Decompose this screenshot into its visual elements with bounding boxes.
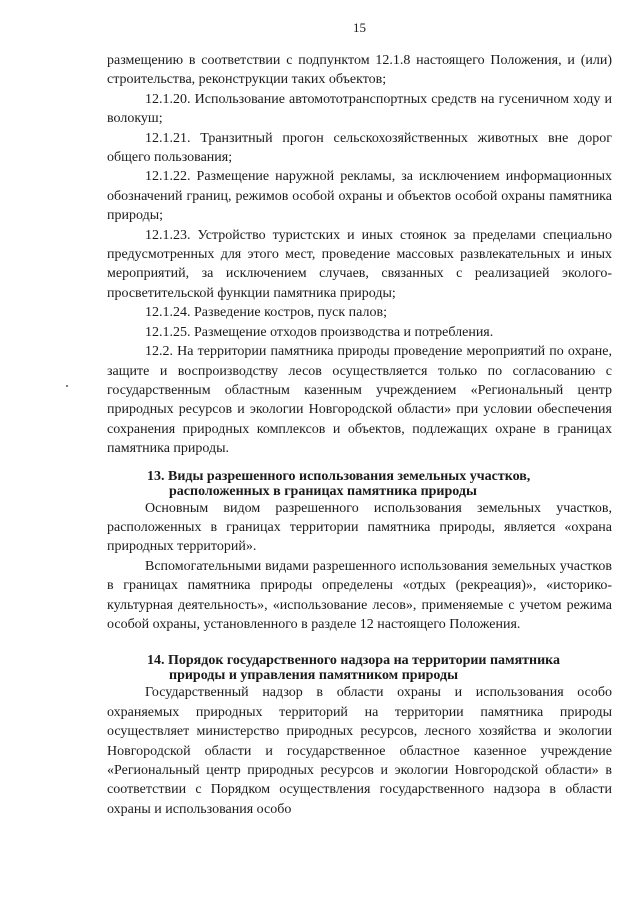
paragraph-12-1-21: 12.1.21. Транзитный прогон сельскохозяйственных животных вне дорог общего пользования;: [107, 130, 612, 166]
paragraph-12-1-25: 12.1.25. Размещение отходов производства и потребления.: [145, 324, 494, 340]
paragraph-continuation: размещению в соответствии с подпунктом 12.1.8 настоящего Положения, и (или) строительства, реконструкции таких объектов;: [107, 53, 612, 88]
section-13-heading-line2: расположенных в границах памятника природы: [169, 483, 477, 499]
section-13-paragraph-1: Основным видом разрешенного использования земельных участков, расположенных в границах территории памятника природы, является «охрана природных территорий».: [107, 500, 612, 555]
section-13-paragraph-2: Вспомогательными видами разрешенного использования земельных участков в границах памятника природы определены «отдых (рекреация)», «историко-культурная деятельность», «использование лесов», применяемые с учетом режима особой охраны, установленного в разделе 12 настоящего Положения.: [107, 558, 612, 632]
document-page: [107, 0, 612, 905]
paragraph-12-2: 12.2. На территории памятника природы проведение мероприятий по охране, защите и воспроизводству лесов осуществляется только по согласованию с государственным областным казенным учреждением «Региональный центр природных ресурсов и экологии Новгородской области» при условии обеспечения сохранения природных комплексов и объектов, подлежащих охране в границах памятника природы.: [107, 344, 612, 457]
paragraph-12-1-24: 12.1.24. Разведение костров, пуск палов;: [145, 305, 387, 321]
paragraph-12-1-23: 12.1.23. Устройство туристских и иных стоянок за пределами специально предусмотренных для этого мест, проведение массовых развлекательных и иных мероприятий, за исключением случаев, связанных с реализацией эколого-просветительской функции памятника природы;: [107, 227, 612, 301]
section-14-heading-line2: природы и управления памятником природы: [169, 668, 459, 684]
section-14-heading-line1: 14. Порядок государственного надзора на территории памятника: [147, 653, 561, 669]
page-number: 15: [353, 20, 366, 35]
section-14-paragraph-1: Государственный надзор в области охраны и использования особо охраняемых природных территорий на территории памятника природы осуществляет министерство природных ресурсов, лесного хозяйства и экологии Новгородской области и государственное областное казенное учреждение «Региональный центр природных ресурсов и экологии Новгородской области» в соответствии с Порядком осуществления государственного надзора в области охраны и использования особо: [107, 685, 612, 817]
margin-mark: [66, 385, 68, 387]
paragraph-12-1-20: 12.1.20. Использование автомототранспортных средств на гусеничном ходу и волокуш;: [107, 91, 612, 127]
section-13-heading: [107, 469, 612, 499]
section-14-heading: [107, 653, 612, 683]
document-body: [107, 51, 612, 819]
section-13-heading-line1: 13. Виды разрешенного использования земельных участков,: [147, 468, 531, 484]
paragraph-12-1-22: 12.1.22. Размещение наружной рекламы, за исключением информационных обозначений границ, режимов особой охраны и объектов особой охраны памятника природы;: [107, 169, 612, 224]
